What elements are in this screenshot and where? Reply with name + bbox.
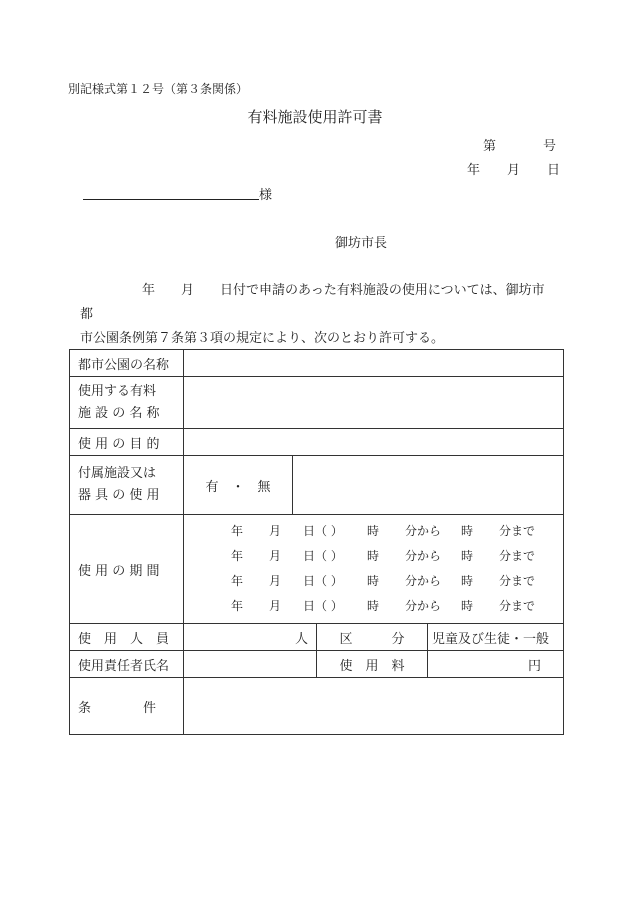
permit-details-table — [69, 349, 564, 735]
equipment-label — [70, 456, 184, 515]
issue-date-month: 月 — [507, 163, 521, 178]
period-line — [231, 594, 563, 619]
period-entries — [184, 515, 564, 624]
conditions-label: 条 件 — [70, 678, 184, 735]
people-label: 使 用 人 員 — [70, 624, 184, 651]
period-from: 分から — [405, 574, 442, 588]
issue-date-year: 年 — [467, 163, 481, 178]
period-from: 分から — [405, 599, 442, 613]
period-from: 分から — [405, 524, 442, 538]
period-line — [231, 544, 563, 569]
form-number: 別記様式第１２号（第３条関係） — [68, 82, 249, 96]
period-line — [231, 569, 563, 594]
period-year: 年 — [231, 524, 244, 538]
period-hour: 時 — [367, 549, 380, 563]
permit-number-prefix: 第 — [483, 139, 497, 154]
period-to: 分まで — [499, 549, 536, 563]
period-year: 年 — [231, 574, 244, 588]
statement-year: 年 — [142, 283, 156, 298]
addressee-honorific: 様 — [259, 188, 273, 203]
period-day: 日（ ） — [303, 599, 343, 613]
responsible-label: 使用責任者氏名 — [70, 651, 184, 678]
issuer-name: 御坊市長 — [335, 236, 388, 251]
permit-statement — [80, 279, 556, 351]
period-month: 月 — [269, 599, 282, 613]
equipment-choice: 有 ・ 無 — [184, 456, 293, 515]
period-month: 月 — [269, 574, 282, 588]
period-hour: 時 — [367, 599, 380, 613]
period-hour2: 時 — [461, 574, 474, 588]
issue-date-day: 日 — [547, 163, 561, 178]
category-value: 児童及び生徒・一般 — [428, 624, 564, 651]
people-unit: 人 — [184, 624, 317, 651]
period-year: 年 — [231, 549, 244, 563]
responsible-row — [70, 651, 564, 678]
period-from: 分から — [405, 549, 442, 563]
period-hour2: 時 — [461, 599, 474, 613]
equipment-label-line1: 付属施設又は — [78, 466, 157, 481]
park-name-value — [184, 350, 564, 377]
permit-number — [483, 135, 556, 154]
facility-value — [184, 377, 564, 429]
fee-unit: 円 — [428, 651, 564, 678]
period-hour: 時 — [367, 574, 380, 588]
category-label: 区 分 — [317, 624, 428, 651]
equipment-row — [70, 456, 564, 515]
statement-line2: 市公園条例第７条第３項の規定により、次のとおり許可する。 — [80, 331, 445, 346]
period-day: 日（ ） — [303, 549, 343, 563]
equipment-detail — [293, 456, 564, 515]
facility-label-line2: 施 設 の 名 称 — [78, 405, 160, 421]
period-month: 月 — [269, 524, 282, 538]
period-hour: 時 — [367, 524, 380, 538]
document-title: 有料施設使用許可書 — [247, 108, 383, 126]
period-row — [70, 515, 564, 624]
park-name-label: 都市公園の名称 — [70, 350, 184, 377]
equipment-label-line2: 器 具 の 使 用 — [78, 488, 160, 503]
period-year: 年 — [231, 599, 244, 613]
period-day: 日（ ） — [303, 574, 343, 588]
issue-date — [467, 159, 560, 178]
period-line — [231, 519, 563, 544]
facility-row — [70, 377, 564, 429]
period-day: 日（ ） — [303, 524, 343, 538]
people-row — [70, 624, 564, 651]
period-hour2: 時 — [461, 549, 474, 563]
period-label: 使 用 の 期 間 — [70, 515, 184, 624]
facility-label-line1: 使用する有料 — [78, 383, 157, 399]
statement-line1: 日付で申請のあった有料施設の使用については、御坊市都 — [80, 283, 545, 322]
purpose-label: 使 用 の 目 的 — [70, 429, 184, 456]
purpose-row — [70, 429, 564, 456]
purpose-value — [184, 429, 564, 456]
addressee-blank-line — [83, 198, 259, 200]
conditions-value — [184, 678, 564, 735]
period-to: 分まで — [499, 524, 536, 538]
park-name-row — [70, 350, 564, 377]
conditions-row — [70, 678, 564, 735]
period-to: 分まで — [499, 599, 536, 613]
fee-label: 使 用 料 — [317, 651, 428, 678]
statement-month: 月 — [181, 283, 195, 298]
period-hour2: 時 — [461, 524, 474, 538]
permit-number-suffix: 号 — [543, 139, 557, 154]
period-to: 分まで — [499, 574, 536, 588]
facility-label — [70, 377, 184, 429]
period-month: 月 — [269, 549, 282, 563]
responsible-value — [184, 651, 317, 678]
